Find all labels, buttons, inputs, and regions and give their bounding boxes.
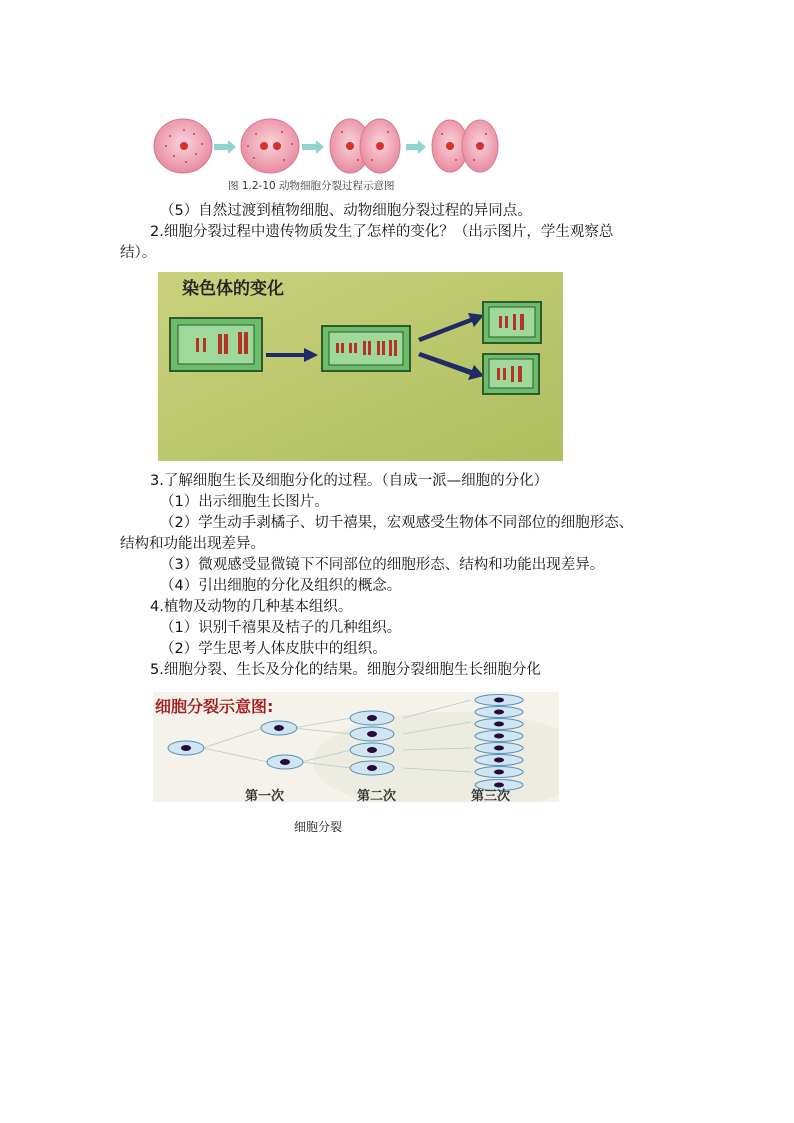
paragraph: （1）识别千禧果及桔子的几种组织。	[160, 620, 402, 636]
paragraph: （2）学生思考人体皮肤中的组织。	[160, 641, 387, 657]
cell-stage-3	[330, 119, 400, 173]
figure1-caption: 图 1.2-10 动物细胞分裂过程示意图	[228, 180, 395, 192]
animal-cell-division-figure	[150, 114, 502, 174]
paragraph: 4.植物及动物的几种基本组织。	[150, 599, 353, 615]
paragraph: （1）出示细胞生长图片。	[160, 494, 329, 510]
paragraph: （3）微观感受显微镜下不同部位的细胞形态、结构和功能出现差异。	[160, 557, 605, 573]
cell-gen1	[168, 741, 204, 755]
dividing-cell	[322, 326, 410, 371]
paragraph: 3.了解细胞生长及细胞分化的过程。（自成一派—细胞的分化）	[150, 473, 549, 489]
arrow-1	[214, 140, 236, 154]
paragraph: 结）。	[120, 245, 157, 261]
paragraph: （2）学生动手剥橘子、切千禧果，宏观感受生物体不同部位的细胞形态、	[160, 515, 634, 531]
paragraph: （4）引出细胞的分化及组织的概念。	[160, 578, 402, 594]
daughter-cell-2	[483, 354, 539, 394]
cell-stage-1	[154, 119, 212, 173]
cell-division-diagram	[153, 692, 559, 802]
generation-label-1: 第一次	[245, 789, 285, 802]
chromosome-change-figure	[158, 272, 563, 461]
figure3-title: 细胞分裂示意图:	[155, 697, 274, 716]
generation-label-2: 第二次	[357, 789, 397, 802]
daughter-cell-1	[483, 302, 541, 343]
arrow-3	[406, 140, 426, 154]
figure3-caption: 细胞分裂	[294, 820, 343, 834]
cell-stage-2	[241, 119, 299, 173]
paragraph: 结构和功能出现差异。	[120, 536, 265, 552]
generation-label-3: 第三次	[471, 789, 511, 802]
paragraph: 5.细胞分裂、生长及分化的结果。细胞分裂细胞生长细胞分化	[150, 662, 541, 678]
paragraph: 2.细胞分裂过程中遗传物质发生了怎样的变化？（出示图片，学生观察总	[150, 224, 614, 240]
parent-cell	[170, 318, 262, 371]
figure2-title: 染色体的变化	[182, 279, 284, 299]
arrow-2	[302, 140, 324, 154]
paragraph: （5）自然过渡到植物细胞、动物细胞分裂过程的异同点。	[160, 203, 532, 219]
cell-stage-4	[432, 120, 498, 172]
